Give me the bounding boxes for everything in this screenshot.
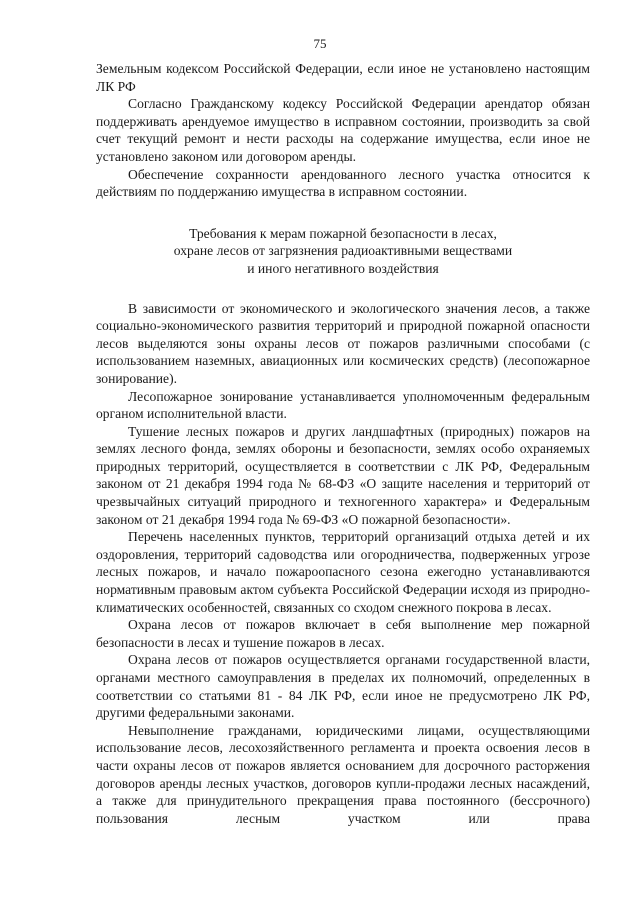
page-number: 75	[313, 36, 327, 51]
paragraph-fire-zones: В зависимости от экономического и экологического значения лесов, а также социально-экономического развития территорий и природной пожарной опасности лесов выделяются зоны охраны лесов от пожаров различными способами (с использованием наземных, авиационных или космических средств) (лесопожарное зонирование).	[96, 300, 590, 386]
paragraph-fire-suppression: Тушение лесных пожаров и других ландшафтных (природных) пожаров на землях лесного фонда, землях обороны и безопасности, землях особо охраняемых природных территорий, осуществляется в соответствии с ЛК РФ, Федеральным законом от 21 декабря 1994 года № 68-ФЗ «О защите населения и территорий от чрезвычайных ситуаций природного и техногенного характера» и Федеральным законом от 21 декабря 1994 года № 69-ФЗ «О пожарной безопасности».	[96, 423, 590, 527]
section-heading-line-2: охране лесов от загрязнения радиоактивными веществами	[173, 243, 513, 259]
paragraph-fire-zoning: Лесопожарное зонирование устанавливается уполномоченным федеральным органом исполнительной власти.	[96, 388, 590, 422]
document-body	[96, 60, 590, 827]
paragraph-fire-protection-authorities: Охрана лесов от пожаров осуществляется органами государственной власти, органами местного самоуправления в пределах их полномочий, определенных в соответствии со статьями 81 - 84 ЛК РФ, если иное не предусмотрено ЛК РФ, другими федеральными законами.	[96, 652, 590, 721]
paragraph-intro-3: Обеспечение сохранности арендованного лесного участка относится к действиям по поддержанию имущества в исправном состоянии.	[96, 166, 590, 200]
paragraph-intro-2: Согласно Гражданскому кодексу Российской Федерации арендатор обязан поддерживать арендуемое имущество в исправном состоянии, производить за свой счет текущий ремонт и нести расходы на содержание имущества, если иное не установлено законом или договором аренды.	[96, 96, 590, 164]
paragraph-fire-protection-scope: Охрана лесов от пожаров включает в себя выполнение мер пожарной безопасности в лесах и тушение пожаров в лесах.	[96, 617, 590, 650]
section-heading-line-1: Требования к мерам пожарной безопасности в лесах,	[189, 225, 497, 241]
paragraph-intro-1: Земельным кодексом Российской Федерации, если иное не установлено настоящим ЛК РФ	[96, 61, 590, 94]
section-heading	[96, 225, 590, 278]
paragraph-settlements-list: Перечень населенных пунктов, территорий организаций отдыха детей и их оздоровления, территорий садоводства или огородничества, подверженных угрозе лесных пожаров, и начало пожароопасного сезона ежегодно устанавливаются нормативным правовым актом субъекта Российской Федерации исходя из природно-климатических особенностей, связанных со сходом снежного покрова в лесах.	[96, 529, 590, 615]
paragraph-non-compliance: Невыполнение гражданами, юридическими лицами, осуществляющими использование лесов, лесохозяйственного регламента и проекта освоения лесов в части охраны лесов от пожаров является основанием для досрочного расторжения договоров аренды лесных участков, договоров купли-продажи лесных насаждений, а также для принудительного прекращения права постоянного (бессрочного) пользования лесным участком или права	[96, 722, 590, 826]
section-heading-line-3: и иного негативного воздействия	[247, 260, 439, 276]
